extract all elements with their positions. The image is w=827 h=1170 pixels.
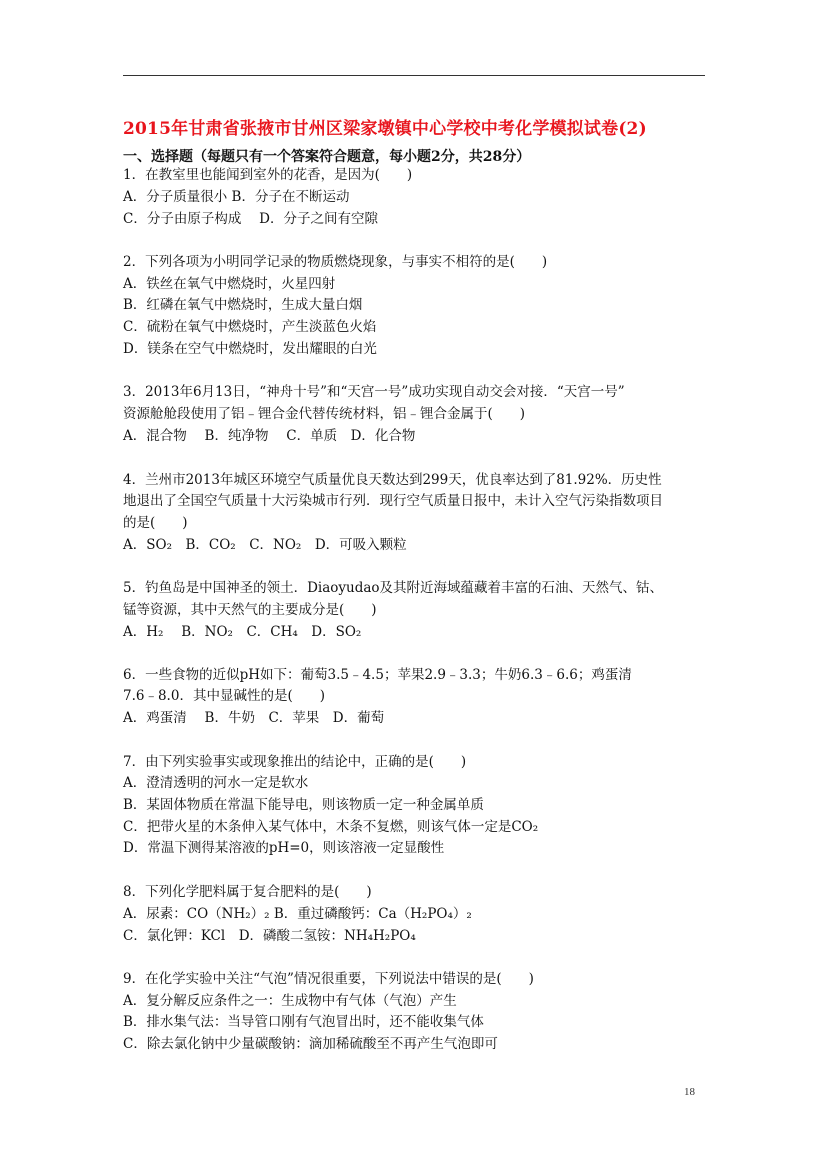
- question-line: 7.6﹣8.0．其中显碱性的是( ): [123, 688, 325, 704]
- option-line: C．分子由原子构成 D．分子之间有空隙: [123, 211, 378, 227]
- option-line: A．鸡蛋清 B．牛奶 C．苹果 D．葡萄: [123, 710, 385, 726]
- option-line: A．澄清透明的河水一定是软水: [123, 775, 309, 791]
- option-line: B．红磷在氧气中燃烧时，生成大量白烟: [123, 297, 363, 313]
- question-line: 地退出了全国空气质量十大污染城市行列．现行空气质量日报中，未计入空气污染指数项目: [123, 493, 663, 509]
- option-line: C．氯化钾：KCl D．磷酸二氢铵：NH₄H₂PO₄: [123, 928, 416, 944]
- question-line: 4．兰州市2013年城区环境空气质量优良天数达到299天，优良率达到了81.92%．历史性: [123, 472, 662, 488]
- exam-title: 2015年甘肃省张掖市甘州区梁家墩镇中心学校中考化学模拟试卷(2): [123, 119, 647, 139]
- option-line: A．分子质量很小 B．分子在不断运动: [123, 189, 350, 205]
- option-line: A．H₂ B．NO₂ C．CH₄ D．SO₂: [123, 624, 362, 640]
- question-line: 1．在教室里也能闻到室外的花香，是因为( ): [123, 167, 413, 183]
- question-line: 3．2013年6月13日，“神舟十号”和“天宫一号”成功实现自动交会对接．“天宫一号”: [123, 384, 625, 400]
- option-line: A．混合物 B．纯净物 C．单质 D．化合物: [123, 428, 416, 444]
- question-line: 8．下列化学肥料属于复合肥料的是( ): [123, 884, 372, 900]
- option-line: A．尿素：CO（NH₂）₂ B．重过磷酸钙：Ca（H₂PO₄）₂: [123, 906, 472, 922]
- option-line: C．把带火星的木条伸入某气体中，木条不复燃，则该气体一定是CO₂: [123, 819, 539, 835]
- option-line: B．某固体物质在常温下能导电，则该物质一定一种金属单质: [123, 797, 484, 813]
- header-rule: [123, 75, 705, 76]
- option-line: A．铁丝在氧气中燃烧时，火星四射: [123, 276, 336, 292]
- question-line: 9．在化学实验中关注“气泡”情况很重要，下列说法中错误的是( ): [123, 971, 534, 987]
- page-number: 18: [684, 1086, 695, 1098]
- option-line: A．SO₂ B．CO₂ C．NO₂ D．可吸入颗粒: [123, 537, 407, 553]
- question-line: 5．钓鱼岛是中国神圣的领土．Diaoyudao及其附近海域蕴藏着丰富的石油、天然气、钴、: [123, 580, 664, 596]
- question-line: 2．下列各项为小明同学记录的物质燃烧现象，与事实不相符的是( ): [123, 254, 548, 270]
- option-line: C．除去氯化钠中少量碳酸钠：滴加稀硫酸至不再产生气泡即可: [123, 1036, 498, 1052]
- option-line: C．硫粉在氧气中燃烧时，产生淡蓝色火焰: [123, 319, 377, 335]
- option-line: B．排水集气法：当导管口刚有气泡冒出时，还不能收集气体: [123, 1014, 484, 1030]
- question-line: 6．一些食物的近似pH如下：葡萄3.5﹣4.5；苹果2.9﹣3.3；牛奶6.3﹣6.6；鸡蛋清: [123, 667, 632, 683]
- option-line: D．常温下测得某溶液的pH=0，则该溶液一定显酸性: [123, 840, 445, 856]
- question-line: 资源舱舱段使用了铝﹣锂合金代替传统材料，铝﹣锂合金属于( ): [123, 406, 526, 422]
- option-line: A．复分解反应条件之一：生成物中有气体（气泡）产生: [123, 993, 457, 1009]
- question-line: 的是( ): [123, 515, 188, 531]
- option-line: D．镁条在空气中燃烧时，发出耀眼的白光: [123, 341, 377, 357]
- section-heading: 一、选择题（每题只有一个答案符合题意，每小题2分，共28分）: [123, 149, 531, 165]
- question-line: 锰等资源，其中天然气的主要成分是( ): [123, 602, 377, 618]
- question-line: 7．由下列实验事实或现象推出的结论中，正确的是( ): [123, 754, 467, 770]
